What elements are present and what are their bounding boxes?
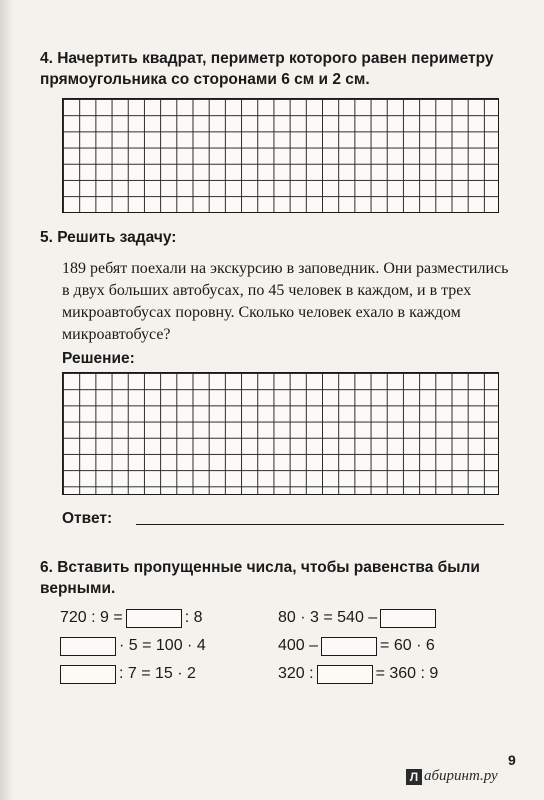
equation-5-blank[interactable] — [321, 637, 377, 656]
equation-4 — [278, 608, 439, 628]
watermark — [406, 768, 498, 785]
task-4-title: 4. Начертить квадрат, периметр которого равен периметру прямоугольника со сторонами 6 см и 2 см. — [40, 50, 494, 88]
equation-3-blank[interactable] — [60, 665, 116, 684]
equation-4-left: 80 · 3 = 540 – — [278, 609, 378, 626]
equation-4-blank[interactable] — [380, 609, 436, 628]
watermark-logo-icon: Л — [406, 769, 422, 785]
solution-label: Решение: — [62, 350, 135, 367]
equation-5-right: = 60 · 6 — [380, 637, 435, 654]
equation-6-blank[interactable] — [317, 665, 373, 684]
equation-1-right: : 8 — [184, 609, 203, 626]
equation-1-blank[interactable] — [126, 609, 182, 628]
solution-grid[interactable] — [62, 372, 499, 495]
task-5-title: 5. Решить задачу: — [40, 229, 177, 246]
equation-1-left: 720 : 9 = — [60, 609, 123, 626]
equation-5 — [278, 636, 435, 656]
equation-3 — [60, 664, 196, 684]
equation-5-left: 400 – — [278, 637, 319, 654]
equation-2-right: · 5 = 100 · 4 — [119, 637, 206, 654]
task-5-problem: 189 ребят поехали на экскурсию в заповедник. Они разместились в двух больших автобусах, по 45 человек в каждом, и в трех микроавтобусах поровну. Сколько человек ехало в каждом микроавтобусе? — [62, 260, 509, 343]
answer-line[interactable] — [136, 524, 504, 525]
equation-1 — [60, 608, 203, 628]
equation-6-right: = 360 : 9 — [375, 665, 439, 682]
answer-label: Ответ: — [62, 510, 113, 527]
page-number: 9 — [508, 752, 516, 768]
page-edge-shadow — [0, 0, 14, 800]
equation-6 — [278, 664, 438, 684]
equation-3-right: : 7 = 15 · 2 — [119, 665, 196, 682]
watermark-text: абиринт.ру — [424, 768, 498, 784]
equation-2-blank[interactable] — [60, 637, 116, 656]
task-6-title: 6. Вставить пропущенные числа, чтобы равенства были верными. — [40, 559, 480, 597]
task-4-grid[interactable] — [62, 98, 499, 213]
equation-2 — [60, 636, 206, 656]
equation-6-left: 320 : — [278, 665, 314, 682]
